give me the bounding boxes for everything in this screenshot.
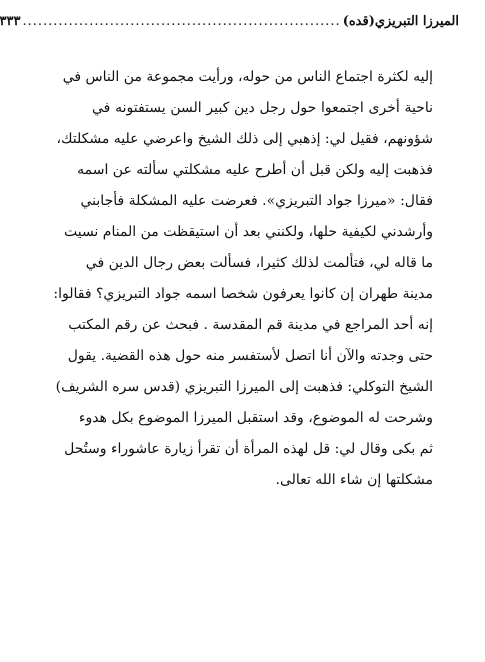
text-line: وأرشدني لكيفية حلها، ولكنني بعد أن استيقظت من المنام نسيت — [63, 224, 433, 240]
text-line: إنه أحد المراجع في مدينة قم المقدسة . فبحث عن رقم المكتب — [68, 317, 433, 333]
body-paragraph — [53, 62, 433, 496]
text-line: ما قاله لي، فتألمت لذلك كثيرا، فسألت بعض رجال الدين في — [85, 255, 433, 271]
text-line: شؤونهم، فقيل لي: إذهبي إلى ذلك الشيخ واعرضي عليه مشكلتك، — [56, 131, 433, 147]
text-line: فذهبت إليه ولكن قبل أن أطرح عليه مشكلتي سألته عن اسمه — [77, 162, 433, 178]
text-line: حتى وجدته والآن أنا اتصل لأستفسر منه حول هذه القضية. يقول — [67, 348, 433, 364]
text-line-last: مشكلتها إن شاء الله تعالى. — [275, 472, 433, 488]
header-title: الميرزا التبريزي(قده) — [342, 14, 459, 29]
page-number: ٣٣٣ — [0, 14, 21, 29]
text-line: الشيخ التوكلي: فذهبت إلى الميرزا التبريزي (قدس سره الشريف) — [55, 379, 433, 395]
running-header — [0, 14, 459, 34]
text-line: فقال: «ميرزا جواد التبريزي». فعرضت عليه المشكلة فأجابني — [80, 193, 433, 209]
text-line: ثم بكى وقال لي: قل لهذه المرأة أن تقرأ زيارة عاشوراء وستُحل — [64, 441, 433, 457]
text-line: وشرحت له الموضوع، وقد استقبل الميرزا الموضوع بكل هدوء — [78, 410, 433, 426]
text-line: ناحية أخرى اجتمعوا حول رجل دين كبير السن يستفتونه في — [92, 100, 433, 116]
text-line: إليه لكثرة اجتماع الناس من حوله، ورأيت مجموعة من الناس في — [62, 69, 433, 85]
text-line: مدينة طهران إن كانوا يعرفون شخصا اسمه جواد التبريزي؟ فقالوا: — [53, 286, 433, 302]
header-dot-leader: .............................................................. — [22, 14, 341, 29]
